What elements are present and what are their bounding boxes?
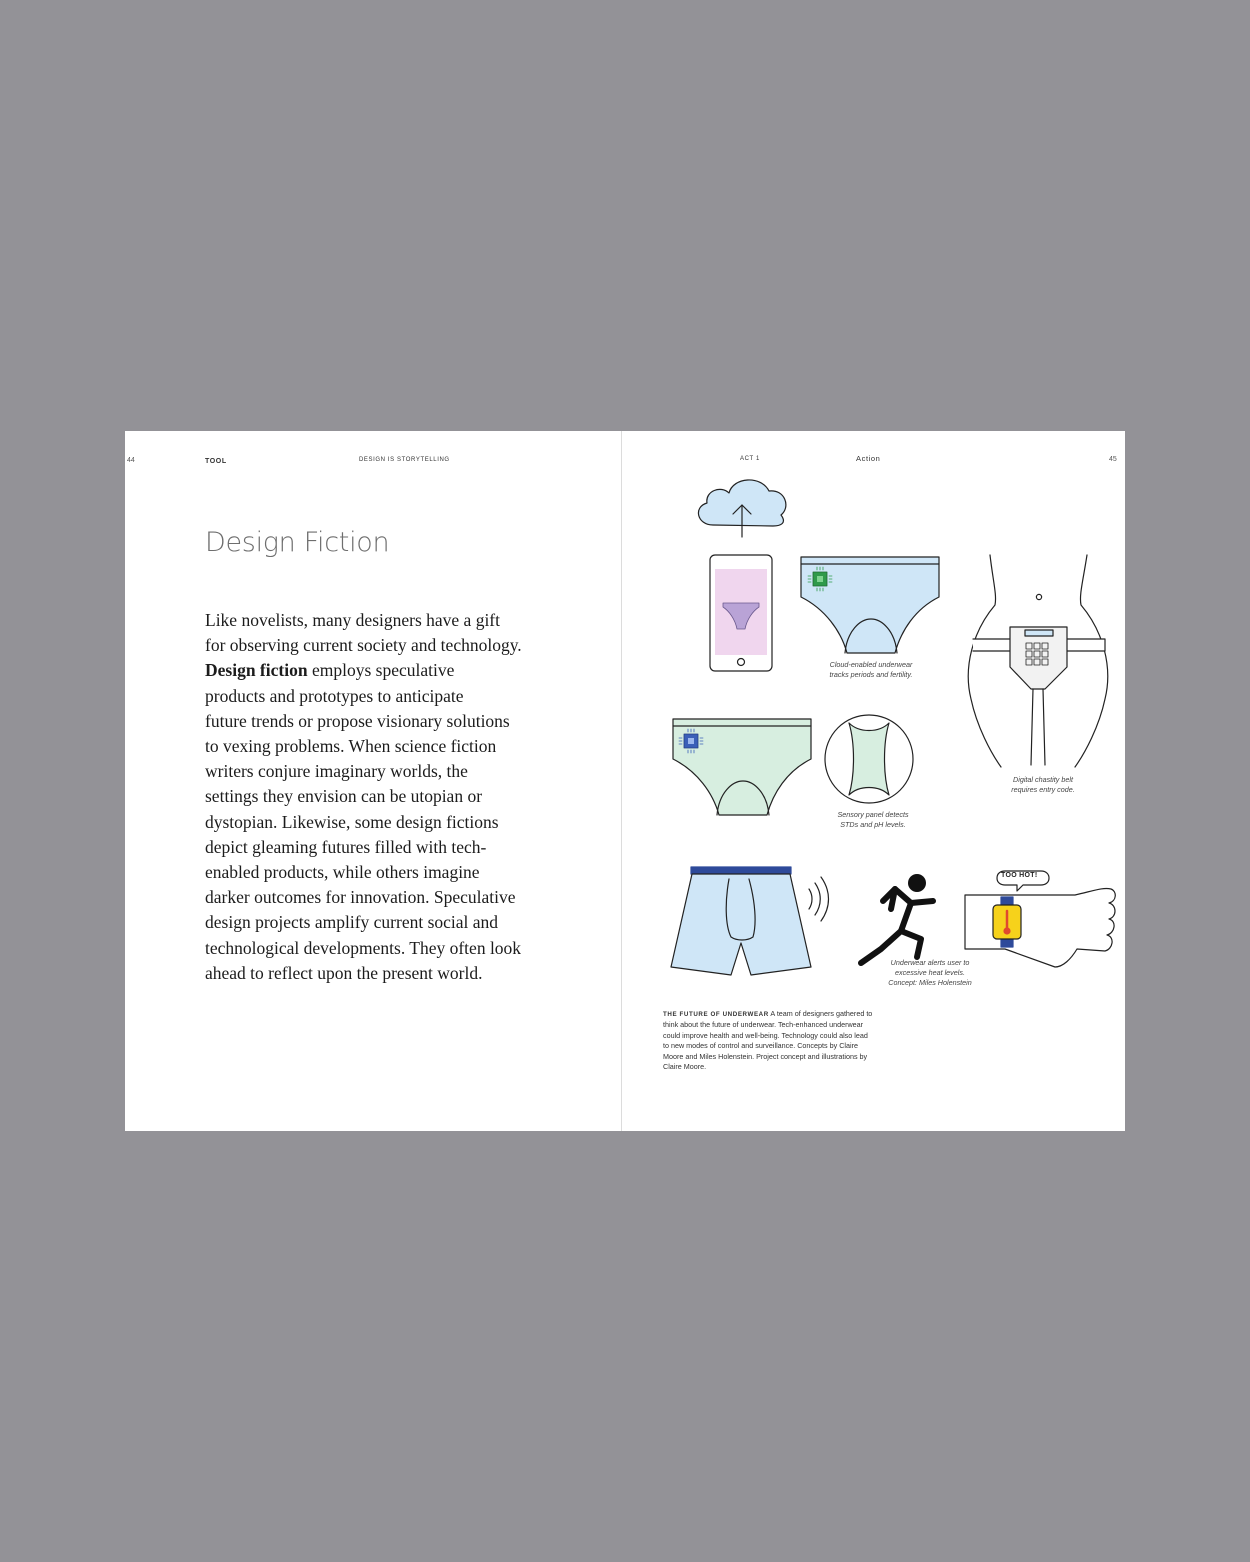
caption-line: Concept: Miles Holenstein <box>888 978 972 987</box>
body-line: design projects amplify current social and <box>205 912 499 933</box>
caption-line: tracks periods and fertility. <box>829 670 913 679</box>
running-head: DESIGN IS STORYTELLING <box>359 457 450 463</box>
body-line: technological developments. They often look <box>205 937 522 958</box>
runner-icon <box>861 874 933 963</box>
briefs-green <box>673 719 811 815</box>
figure-caption-line <box>663 1009 893 1020</box>
body-line: writers conjure imaginary worlds, the <box>205 761 468 782</box>
body-line: settings they envision can be utopian or <box>205 786 483 807</box>
caption-line: requires entry code. <box>1011 785 1075 794</box>
page-number-left: 44 <box>127 457 135 464</box>
caption-line: STDs and pH levels. <box>840 820 906 829</box>
book-spread <box>125 431 1125 1131</box>
figure-caption-text: A team of designers gathered to <box>770 1009 873 1018</box>
caption-line: excessive heat levels. <box>895 968 965 977</box>
body-line-rest: employs speculative <box>311 660 455 681</box>
body-line: products and prototypes to anticipate <box>205 685 464 706</box>
body-line: future trends or propose visionary solutions <box>205 710 510 731</box>
body-line: depict gleaming futures filled with tech- <box>205 836 487 857</box>
briefs-blue <box>801 557 939 653</box>
bold-term: Design fiction <box>205 660 308 681</box>
page-number-right: 45 <box>1109 456 1117 463</box>
illustrations <box>125 431 1125 1131</box>
page-title: Design Fiction <box>205 527 390 558</box>
caption-heat-alert <box>875 958 985 988</box>
caption-line: Underwear alerts user to <box>890 958 970 967</box>
caption-line: Cloud-enabled underwear <box>829 660 913 669</box>
body-line: enabled products, while others imagine <box>205 862 480 883</box>
speech-bubble-text: TOO HOT! <box>1001 872 1038 879</box>
body-line: to vexing problems. When science fiction <box>205 736 497 757</box>
figure-caption-line: think about the future of underwear. Tech-enhanced underwear <box>663 1020 864 1030</box>
chastity-belt <box>968 555 1107 767</box>
figure-caption-line: could improve health and well-being. Technology could also lead <box>663 1030 868 1040</box>
figure-caption-line: to new modes of control and surveillance. Concepts by Claire <box>663 1041 858 1051</box>
hand <box>965 871 1115 967</box>
caption-line: Sensory panel detects <box>837 810 909 819</box>
body-line: Like novelists, many designers have a gift <box>205 610 500 630</box>
act-label: ACT 1 <box>740 456 760 462</box>
figure-caption-line: Claire Moore. <box>663 1062 707 1072</box>
body-line: dystopian. Likewise, some design fictions <box>205 811 499 832</box>
figure-caption-line: Moore and Miles Holenstein. Project concept and illustrations by <box>663 1051 868 1061</box>
figure-caption-lead: THE FUTURE OF UNDERWEAR <box>663 1011 769 1018</box>
body-line: darker outcomes for innovation. Speculative <box>205 887 516 908</box>
caption-chastity-belt <box>993 775 1093 795</box>
caption-line: Digital chastity belt <box>1013 775 1073 784</box>
caption-sensory-panel <box>821 810 925 830</box>
cloud-upload-icon <box>698 480 785 537</box>
act-title: Action <box>856 454 881 463</box>
caption-cloud-underwear <box>815 660 927 680</box>
smartphone-icon <box>710 555 772 671</box>
figure-caption <box>663 1009 893 1072</box>
section-label: TOOL <box>205 458 227 465</box>
boxer-briefs <box>671 867 811 975</box>
wifi-signal-icon <box>809 877 829 921</box>
body-line: ahead to reflect upon the present world. <box>205 962 483 983</box>
sensory-panel <box>825 715 913 803</box>
body-line: for observing current society and technology. <box>205 635 522 656</box>
